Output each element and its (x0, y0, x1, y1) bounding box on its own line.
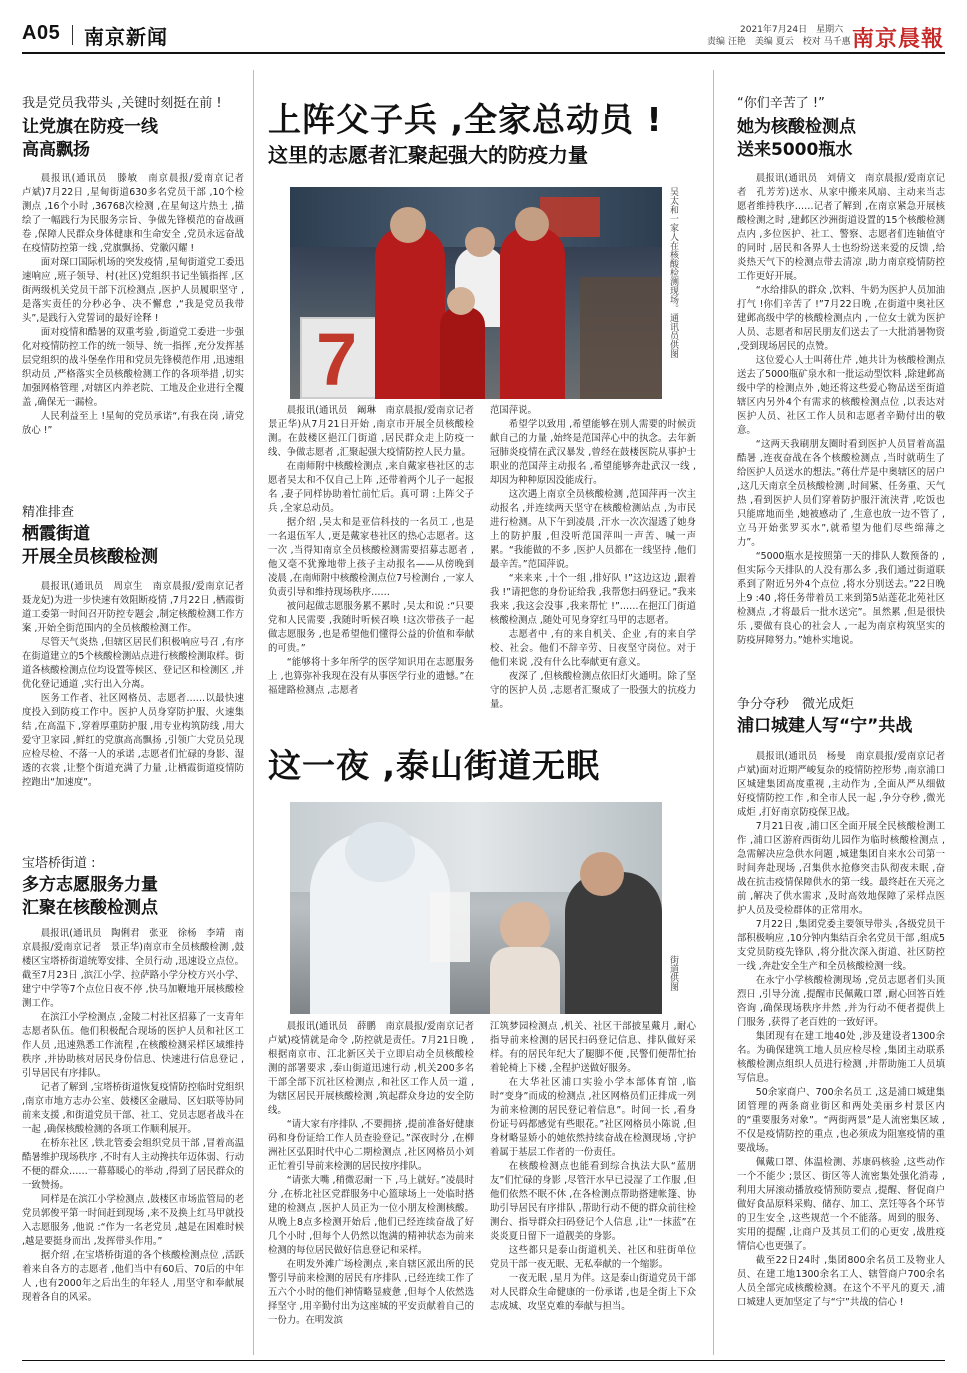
paragraph: 晨报讯(通讯员 陶俐君 张亚 徐杨 李靖 南京晨报/爱南京记者 景正华)南京市全员核酸检测 ,鼓楼区宝塔桥街道统筹安排、全员行动 ,迅速设立点位。截至7月23日 ,滨江小学、拉萨路小学分校方兴小学、建宁中学等7个点位日夜不停 ,快马加鞭地开展核酸检测工作。 (22, 928, 244, 1009)
paragraph: 截至22日24时 ,集团800余名员工及物业人员、在建工地1300余名工人、辖管商户700余名人员全部完成核酸检测。在这个不平凡的夏天 ,浦口城建人更加坚定了与“宁”共战的信心 ! (737, 1255, 945, 1308)
photo-caption: 街道供图 (668, 955, 678, 991)
article-lead: 争分夺秒 微光成炬 (737, 697, 855, 712)
article-title: 她为核酸检测点 (737, 117, 856, 137)
child-testing-photo (290, 802, 662, 1014)
paragraph: 记者了解到 ,宝塔桥街道恢复疫情防控临时党组织 ,南京市地方志办公室、鼓楼区金融局、区妇联等协同前来支援 ,和街道党员干部、社工、党员志愿者战斗在一起 ,确保核酸检测的各项工作顺利展开。 (22, 1082, 244, 1135)
paragraph: “水给排队的群众 ,饮料、牛奶为医护人员加油打气 !你们辛苦了 !”7月22日晚 ,在街道中奥社区建邺高级中学的核酸检测点内 ,一位女士就为医护人员、志愿者和居民朋友们送去了一大批消暑物资 ,受到现场居民的点赞。 (737, 285, 945, 352)
paragraph: 7月22日 ,集团党委主要领导带头 ,各级党员干部积极响应 ,10分钟内集结百余名党员干部 ,组成5支党员防疫先锋队 ,将分批次深入街道、社区防控一线 ,奔赴安全生产和全员核酸检测一线。 (737, 919, 945, 972)
paragraph: 据介绍 ,在宝塔桥街道的各个核酸检测点位 ,活跃着来自各方的志愿者 ,他们当中有60后、70后的中年人 ,也有2000年之后出生的年轻人 ,用坚守和奉献展现着各自的风采。 (22, 1250, 244, 1303)
family-volunteers-photo (290, 187, 662, 399)
paragraph: “来来来 ,十个一组 ,排好队 !”这边这边 ,跟着我 !”请把您的身份证给我 ,我帮您扫码登记。”我来我来 ,我这会没事 ,我来帮忙 !”……在挹江门街道核酸检测点 ,随处可见身穿红马甲的志愿者。 (490, 573, 696, 626)
person-child (440, 307, 485, 399)
paragraph: “请大家有序排队 ,不要拥挤 ,提前准备好健康码和身份证给工作人员查验登记。”深夜时分 ,在柳洲社区弘阳时代中心二期检测点 ,社区网格员小刘正忙着引导前来检测的居民按序排队。 (268, 1119, 474, 1172)
article-lead: 宝塔桥街道 : (22, 856, 96, 871)
article-body (490, 404, 696, 734)
paragraph: “能够将十多年所学的医学知识用在志愿服务上 ,也算弥补我现在没有从事医学行业的遗憾。”在福建路检测点 ,志愿者 (268, 657, 474, 696)
newspaper-logo: 南京晨報 (852, 26, 945, 52)
paragraph: 江筑梦园检测点 ,机关、社区干部披星戴月 ,耐心指导前来检测的居民扫码登记信息、排队做好采样。有的居民年纪大了腿脚不便 ,民警们便帮忙抬着轮椅上下楼 ,全程护送做好服务。 (490, 1021, 696, 1074)
person-son (500, 227, 565, 399)
paragraph: 在核酸检测点也能看到综合执法大队“蓝朋友”们忙碌的身影 ,尽管汗水早已浸湿了工作服 ,但他们依然不眠不休 ,在各检测点帮助搭建帐篷、协助引导居民有序排队 ,帮助行动不便的群众前往检测台、指导群众扫码登记个人信息 ,让“一抹蓝”在炎炎夏日留下一道靓美的身影。 (490, 1161, 696, 1242)
article-body (737, 172, 945, 667)
column-divider-right (713, 70, 714, 1355)
issue-date: 2021年7月24日 星期六 (740, 25, 844, 35)
article-body (268, 1020, 484, 1352)
paragraph: 范国萍说。 (490, 405, 537, 416)
person-head (515, 207, 549, 241)
station-number: 7 (316, 318, 358, 401)
paragraph: 被问起做志愿服务累不累时 ,吴太和说 :“只要党和人民需要 ,我随时听候召唤 !这次带孩子一起做志愿服务 ,也是希望他们懂得公益的价值和奉献的可贵。” (268, 601, 474, 654)
main-subheadline: 这里的志愿者汇聚起强大的防疫力量 (268, 143, 588, 167)
paragraph: 晨报讯(通讯员 周京生 南京晨报/爱南京记者 聂龙妃)为进一步快速有效阻断疫情 ,7月22日 ,栖霞街道工委第一时间召开防控专题会 ,制定核酸检测工作方案 ,开始全街范围内的全员核酸检测工作。 (22, 581, 254, 634)
article-body (22, 580, 254, 825)
article-title: 高高飘扬 (22, 140, 90, 160)
paragraph: 据介绍 ,吴太和是亚信科技的一名员工 ,也是一名退伍军人 ,更是戴家巷社区的热心志愿者。这一次 ,当得知南京全员核酸检测需要招募志愿者 ,他又毫不犹豫地带上孩子主动报名——从傍晚到凌晨 ,在南师附中核酸检测点位7号检测台 ,一家人负责引导和维持现场秩序…… (268, 517, 474, 598)
paragraph: “这两天我刷朋友圈时看到医护人员冒着高温酷暑 ,连夜奋战在各个核酸检测点 ,当时就萌生了给医护人员送水的想法。”蒋仕芹是中奥辖区的居户 ,这几天南京全员核酸检测 ,时间紧、任务重、天气热 ,看到医护人员们穿着防护服汗流浃背 ,吃饭也只能席地而坐 ,她被感动了 ,生意也放一边不管了 ,立马开始张罗买水”,就希望为他们尽些绵薄之力”。 (737, 439, 945, 548)
photo-caption: 吴太和一家人在核酸检测现场。通讯员供图 (668, 187, 678, 358)
paragraph: 在南师附中核酸检测点 ,来自戴家巷社区的志愿者吴太和不仅自己上阵 ,还带着两个儿子一起报名 ,妻子同样协助着忙前忙后。真可谓 :上阵父子兵 ,全家总动员。 (268, 461, 474, 514)
paragraph: 集团现有在建工地40处 ,涉及建设者1300余名。为确保建筑工地人员应检尽检 ,集团主动联系核酸检测点组织人员进行检测 ,并帮助施工人员填写信息。 (737, 1031, 945, 1084)
main-headline: 上阵父子兵 ,全家总动员 ! (268, 100, 663, 139)
paragraph: 同样是在滨江小学检测点 ,鼓楼区市场监管局的老党员郭俊平第一时间赶到现场 ,来不及换上红马甲就投入志愿服务 ,他说 :“作为一名老党员 ,越是在困难时候 ,越是要挺身而出 ,发挥带头作用。” (22, 1194, 244, 1247)
paragraph: 希望学以致用 ,希望能够在别人需要的时候贡献自己的力量 ,始终是范国萍心中的执念。去年新冠肺炎疫情在武汉暴发 ,曾经在鼓楼医院从事护士职业的范国萍主动报名 ,希望能够奔赴武汉一线 ,却因为种种原因没能成行。 (490, 419, 696, 486)
paragraph: 这些都只是泰山街道机关、社区和驻街单位党员干部一夜无眠、无私奉献的一个缩影。 (490, 1245, 696, 1270)
paragraph: “5000瓶水是按照第一天的排队人数预备的 ,但实际今天排队的人没有那么多 ,我们通过街道联系到了附近另外4个点位 ,将水分别送去。”22日晚上9 :40 ,将任务带着员工来到第5站莲花北苑社区检测点 ,才将最后一批水送完”。虽然累 ,但是很快乐 ,要做有良心的社会人 ,一起为南京构筑坚实的防疫屏障努力。”她朴实地说。 (737, 551, 945, 646)
child-body (490, 947, 560, 1014)
paragraph: 晨报讯(通讯员 薛鹏 南京晨报/爱南京记者 卢斌)疫情就是命令 ,防控就是责任。7月21日晚 ,根据南京市、江北新区关于立即启动全员核酸检测的部署要求 ,泰山街道迅速行动 ,机关200多名干部全部下沉社区检测点 ,和社区工作人员一道 ,为辖区居民开展核酸检测 ,筑起群众身边的安全防线。 (268, 1021, 484, 1116)
paragraph: 志愿者中 ,有的来自机关、企业 ,有的来自学校、社会。他们不辞辛劳、日夜坚守岗位。对于他们来说 ,没有什么比奉献更有意义。 (490, 629, 696, 668)
paragraph: 在明发外滩广场检测点 ,来自辖区派出所的民警引导前来检测的居民有序排队 ,已经连续工作了五六个小时的他们神情略显疲惫 ,但每个人依然选择坚守 ,用辛勤付出为这座城的平安贡献着自己的一份力。在明发滨 (268, 1259, 474, 1326)
paragraph: 尽管天气炎热 ,但辖区居民们积极响应号召 ,有序在街道建立的5个核酸检测站点进行核酸检测取样。街道各核酸检测点位均设置等候区、登记区和检测区 ,并优化登记通道 ,实行出入分离。 (22, 637, 244, 690)
article-title: 送来5000瓶水 (737, 140, 853, 160)
paragraph: 在永宁小学核酸检测现场 ,党员志愿者们头顶烈日 ,引导分流 ,提醒市民佩戴口罩 ,耐心回答百姓咨询 ,确保现场秩序井然 ,并为行动不便者提供上门服务 ,获得了老百姓的一致好评。 (737, 975, 945, 1028)
header-separator (72, 25, 73, 45)
medic-hood (345, 822, 415, 882)
paragraph: 晨报讯(通讯员 杨曼 南京晨报/爱南京记者 卢斌)面对近期严峻复杂的疫情防控形势 ,南京浦口区城建集团高度重视 ,主动作为 ,全面从严从细做好疫情防控工作 ,和全市人民一起 ,争分夺秒 ,微光成炬 ,打好南京防疫保卫战。 (737, 751, 955, 818)
person-head (447, 287, 475, 315)
article-body (22, 172, 254, 462)
paragraph: 在大华社区浦口实验小学本部体育馆 ,临时“变身”而成的检测点 ,社区网格员们正排成一列为前来检测的居民登记着信息”。时间一长 ,看身份证号码都感觉有些眼花。”社区网格员小陈说 ,但身材略显娇小的她依然持续奋战在检测现场 ,守护着属于基层工作者的一份责任。 (490, 1077, 696, 1158)
page-header (0, 0, 967, 52)
footer-rule (22, 1360, 945, 1361)
paragraph: 在桥东社区 ,铁北管委会组织党员干部 ,冒着高温酷暑维护现场秩序 ,不时有人主动搀扶年迈体弱、行动不便的群众……一幕幕暖心的举动 ,得到了居民群众的一致赞扬。 (22, 1138, 244, 1191)
second-headline: 这一夜 ,泰山街道无眠 (268, 746, 601, 785)
article-title: 浦口城建人写“宁”共战 (737, 716, 913, 736)
test-supplies (430, 892, 470, 962)
paragraph: 面对琛口国际机场的突发疫情 ,星甸街道党工委迅速响应 ,班子领导、村(社区)党组织书记坐镇指挥 ,区街两级机关党员干部下沉检测点 ,医护人员履职坚守 ,是落实责任的分秒必争、决不懈怠 ,“我是党员我带头”,是践行入党誓词的最好诠释 ! (22, 257, 244, 324)
paragraph: 这次遇上南京全员核酸检测 ,范国萍再一次主动报名 ,并连续两天坚守在核酸检测站点 ,为市民进行检测。从下午到凌晨 ,汗水一次次湿透了她身上的防护服 ,但没听范国萍叫一声苦、喊一声累。“我能做的不多 ,医护人员都在一线坚持 ,他们最辛苦。”范国萍说。 (490, 489, 696, 570)
article-lead: 我是党员我带头 ,关键时刻挺在前 ! (22, 96, 222, 111)
article-title: 汇聚在核酸检测点 (22, 898, 158, 918)
paragraph: 这位爱心人士叫蒋仕芹 ,她共计为核酸检测点送去了5000瓶矿泉水和一批运动型饮料 ,除建邺高级中学的检测点外 ,她还将这些爱心物品送至街道辖区内另外4个有需求的核酸检测点位 ,以表达对医护人员、社区工作人员和志愿者辛勤付出的敬意。 (737, 355, 945, 436)
paragraph: 在滨江小学检测点 ,金陵二村社区招募了一支青年志愿者队伍。他们积极配合现场的医护人员和社区工作人员 ,迅速熟悉工作流程 ,在核酸检测采样区域维持秩序 ,并协助核对居民身份信息、快速进行信息登记 ,引导居民有序排队。 (22, 1012, 244, 1079)
paragraph: 佩戴口罩、体温检测、苏康码核验 ,这些动作一个不能少 ;景区、街区等人流密集处强化消毒 ,利用大屏滚动播放疫情预防要点 ,提醒、督促商户做好食品原料采购、储存、加工、烹饪等各个环节的卫生安全 ,这些规范一个不能落。周到的服务、实用的提醒 ,让商户及其员工们的心更安 ,战胜疫情信心也更强了。 (737, 1157, 945, 1252)
paragraph: “请张大嘴 ,稍微忍耐一下 ,马上就好。”凌晨时分 ,在桥北社区党群服务中心篮球场上一处临时搭建的检测点 ,医护人员正为一位小朋友检测核酸。从晚上8点多检测开始后 ,他们已经连续奋战了好几个小时 ,但每个人仍然以饱满的精神状态为前来检测的每位居民做好信息登记和采样。 (268, 1175, 474, 1256)
paragraph: 7月21日夜 ,浦口区全面开展全民核酸检测工作 ,浦口区游府西街幼儿园作为临时核酸检测点 ,急需解决应急供水问题 ,城建集团自来水公司第一时间奔赴现场 ,召集供水抢修突击队彻夜未眠 ,奋战在抗击疫情保障供水的第一线。最终赶在天亮之前 ,解决了供水需求 ,及时高效地保障了采样点医护人员及受检群体的正常用水。 (737, 821, 945, 916)
person-head (390, 207, 426, 243)
editor-credits: 责编 汪艳 美编 夏云 校对 马千惠 (707, 37, 851, 47)
article-title: 多方志愿服务力量 (22, 875, 158, 895)
article-body (490, 1020, 696, 1352)
paragraph: 一夜无眠 ,星月为伴。这是泰山街道党员干部对人民群众生命健康的一份承诺 ,也是全街上下众志成城、攻坚克难的奉献与担当。 (490, 1273, 696, 1312)
header-rule (22, 52, 945, 54)
person-father (375, 227, 445, 399)
article-body (268, 404, 484, 734)
paragraph: 医务工作者、社区网格员、志愿者……以最快速度投入到防疫工作中。医护人员身穿防护服、火速集结 ,在高温下 ,穿着厚重防护服 ,用专业构筑防线 ,用大爱守卫家园 ,鲜红的党旗高高飘扬 ,引领广大党员兑现应检尽检、不落一人的承诺 ,志愿者们忙碌的身影、湿透的衣裳 ,让整个街道充满了力量 ,让栖霞街道疫情防控跑出“加速度”。 (22, 693, 244, 788)
article-body (737, 750, 955, 1352)
article-lead: 精准排查 (22, 505, 75, 520)
paragraph: 晨报讯(通讯员 阚琳 南京晨报/爱南京记者 景正华)从7月21日开始 ,南京市开展全员核酸检测。在鼓楼区挹江门街道 ,居民群众走上防疫一线、争做志愿者 ,汇聚起强大疫情防控人民力量。 (268, 405, 484, 458)
person-head (580, 852, 624, 896)
article-lead: “你们辛苦了 !” (737, 96, 825, 111)
person-head (465, 227, 495, 257)
adult-holding-child (565, 872, 662, 1014)
paragraph: 晨报讯(通讯员 刘倩文 南京晨报/爱南京记者 孔芳芳)送水、从家中搬来风扇、主动来当志愿者维持秩序……记者了解到 ,在南京紧急开展核酸检测之时 ,建邺区沙洲街道设置的15个核酸检测点内 ,多位医护、社工、警察、志愿者们连轴值守的同时 ,居民和各界人士也纷纷送来爱的反馈 ,给炎热天气下的检测点带去清凉 ,助力南京疫情防控工作更好开展。 (737, 173, 945, 282)
article-body (22, 927, 244, 1352)
paragraph: 人民利益至上 !星甸的党员承诺“,有我在岗 ,请党放心 !” (22, 411, 244, 436)
section-name: 南京新闻 (84, 25, 168, 49)
article-title: 让党旗在防疫一线 (22, 117, 158, 137)
paragraph: 夜深了 ,但核酸检测点依旧灯火通明。除了坚守的医护人员 ,志愿者汇聚成了一股强大的抗疫力量。 (490, 671, 696, 710)
paragraph: 面对疫情和酷暑的双重考验 ,街道党工委进一步强化对疫情防控工作的统一领导、统一指挥 ,充分发挥基层党组织的战斗堡垒作用和党员先锋模范作用 ,迅速组织动员 ,严格落实全员核酸检测工作的各项举措 ,切实加强网格管理 ,对辖区内养老院、工地及企业进行全覆盖 ,确保无一漏检。 (22, 327, 244, 408)
paragraph: 晨报讯(通讯员 滕敏 南京晨报/爱南京记者 卢斌)7月22日 ,星甸街道630多名党员干部 ,10个检测点 ,16个小时 ,36768次检测 ,在星甸这片热土 ,描绘了一幅践行为民服务宗旨、争做先锋模范的奋战画卷 ,保障人民群众身体健康和生命安全 ,党员永远奋战在疫情防控第一线 ,党旗飘扬、党徽闪耀 ! (22, 173, 254, 254)
article-title: 栖霞街道 (22, 524, 90, 544)
child-head (500, 902, 550, 952)
column-divider-left (253, 70, 254, 1355)
article-title: 开展全员核酸检测 (22, 547, 158, 567)
page-number: A05 (22, 22, 61, 44)
background-tents (580, 277, 662, 399)
paragraph: 50余家商户、700余名员工 ,这是浦口城建集团管理的两条商业街区和两处美丽乡村景区内的“重要服务对象”。“两街两景”是人流密集区域 ,不仅是疫情防控的重点 ,也必须成为阻塞疫情的重要战场。 (737, 1087, 945, 1154)
